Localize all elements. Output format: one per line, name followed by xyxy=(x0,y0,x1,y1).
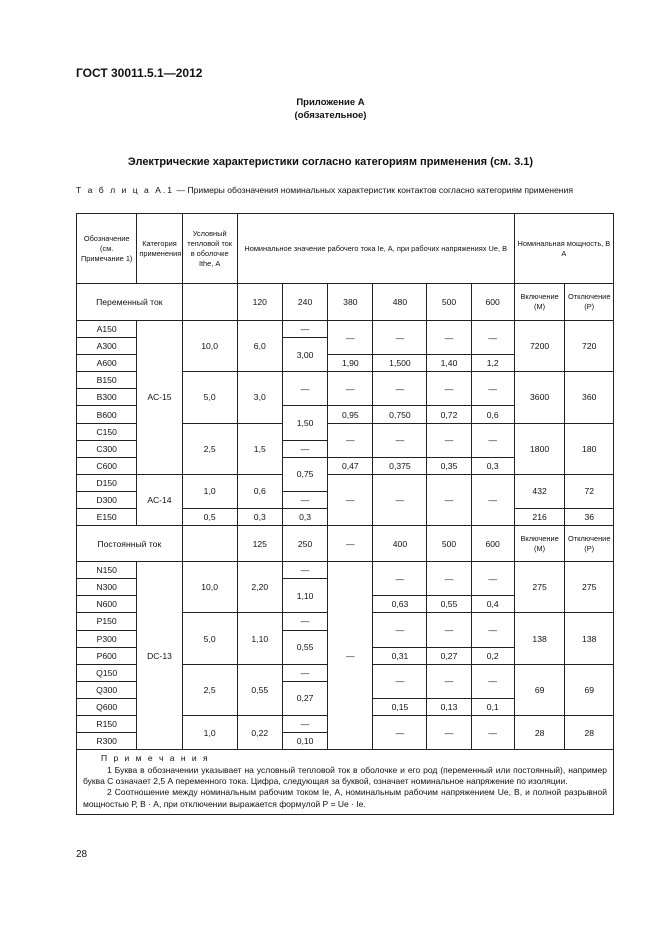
current-cell: 6,0 xyxy=(237,321,282,372)
designation-cell: N600 xyxy=(77,596,137,613)
current-cell: — xyxy=(471,613,514,647)
ac-voltage: 240 xyxy=(282,284,327,321)
current-cell: 0,1 xyxy=(471,698,514,715)
ac-label: Переменный ток xyxy=(77,284,183,321)
note-2: 2 Соотношение между номинальным рабочим током Ie, А, номинальным рабочим напряжением Ue, В, и полной разрывной мощностью Р, В · А, при отключении выражается формулой Р = Ue · Ie. xyxy=(83,787,607,809)
current-cell: — xyxy=(328,562,373,750)
header-rated-power: Номинальная мощность, В А xyxy=(514,214,613,284)
designation-cell: Q300 xyxy=(77,681,137,698)
designation-cell: R300 xyxy=(77,733,137,750)
current-cell: — xyxy=(373,664,427,698)
break-cell: 69 xyxy=(565,664,614,715)
current-cell: 0,13 xyxy=(427,698,471,715)
thermal-current-cell: 0,5 xyxy=(182,509,237,526)
make-header: Включение (М) xyxy=(514,526,565,562)
current-cell: — xyxy=(427,613,471,647)
make-cell: 216 xyxy=(514,509,565,526)
blank-cell xyxy=(182,526,237,562)
current-cell: — xyxy=(427,562,471,596)
table-caption xyxy=(76,184,614,197)
thermal-current-cell: 10,0 xyxy=(182,321,237,372)
break-cell: 72 xyxy=(565,474,614,508)
make-cell: 432 xyxy=(514,474,565,508)
ac-voltage: 380 xyxy=(328,284,373,321)
designation-cell: A600 xyxy=(77,355,137,372)
current-cell: — xyxy=(471,562,514,596)
make-cell: 28 xyxy=(514,715,565,749)
current-cell: 0,375 xyxy=(373,457,427,474)
current-cell: — xyxy=(471,474,514,525)
dc-voltage: 500 xyxy=(427,526,471,562)
current-cell: — xyxy=(282,562,327,579)
designation-cell: A300 xyxy=(77,338,137,355)
current-cell: — xyxy=(282,440,327,457)
category-cell: DC-13 xyxy=(137,562,182,750)
thermal-current-cell: 1,0 xyxy=(182,474,237,508)
current-cell: 1,90 xyxy=(328,355,373,372)
designation-cell: E150 xyxy=(77,509,137,526)
current-cell: — xyxy=(282,613,327,630)
current-cell: — xyxy=(328,423,373,457)
current-cell: — xyxy=(427,715,471,749)
ac-voltage: 600 xyxy=(471,284,514,321)
current-cell: 1,10 xyxy=(237,613,282,664)
current-cell: — xyxy=(328,321,373,355)
break-cell: 36 xyxy=(565,509,614,526)
break-header: Отключение (Р) xyxy=(565,284,614,321)
current-cell: — xyxy=(471,715,514,749)
header-category: Категория применения xyxy=(137,214,182,284)
designation-cell: A150 xyxy=(77,321,137,338)
current-cell: 0,55 xyxy=(282,630,327,664)
current-cell: 0,15 xyxy=(373,698,427,715)
current-cell: 1,50 xyxy=(282,406,327,440)
ac-voltage: 500 xyxy=(427,284,471,321)
current-cell: 0,35 xyxy=(427,457,471,474)
table-caption-text: — Примеры обозначения номинальных характеристик контактов согласно категориям применения xyxy=(174,185,573,195)
current-cell: 0,95 xyxy=(328,406,373,423)
ac-voltage: 120 xyxy=(237,284,282,321)
current-cell: 0,3 xyxy=(237,509,282,526)
dc-header-row xyxy=(77,526,614,562)
current-cell: 0,31 xyxy=(373,647,427,664)
break-cell: 720 xyxy=(565,321,614,372)
section-heading: Электрические характеристики согласно категориям применения (см. 3.1) xyxy=(127,156,534,168)
table-row xyxy=(77,562,614,579)
characteristics-table xyxy=(76,213,614,815)
designation-cell: Q150 xyxy=(77,664,137,681)
dc-voltage: 400 xyxy=(373,526,427,562)
header-thermal-current: Условный тепловой ток в оболочке Ithe, А xyxy=(182,214,237,284)
current-cell: — xyxy=(373,562,427,596)
break-cell: 360 xyxy=(565,372,614,423)
current-cell: — xyxy=(282,321,327,338)
current-cell: 0,47 xyxy=(328,457,373,474)
break-cell: 275 xyxy=(565,562,614,613)
note-1: 1 Буква в обозначении указывает на условный тепловой ток в оболочке и его род (переменный или постоянный), например буква С означает 2,5 А переменного тока. Цифра, следующая за буквой, означает номинальное напряжение по изоляции. xyxy=(83,764,607,786)
current-cell: 1,10 xyxy=(282,579,327,613)
current-cell: — xyxy=(282,715,327,732)
current-cell: — xyxy=(471,664,514,698)
current-cell: 0,3 xyxy=(282,509,327,526)
appendix-title: Приложение А xyxy=(296,97,365,108)
current-cell: 0,10 xyxy=(282,733,327,750)
table-caption-label: Т а б л и ц а А.1 xyxy=(76,185,175,195)
break-header: Отключение (Р) xyxy=(565,526,614,562)
dc-voltage: 250 xyxy=(282,526,327,562)
designation-cell: P150 xyxy=(77,613,137,630)
break-cell: 138 xyxy=(565,613,614,664)
designation-cell: C150 xyxy=(77,423,137,440)
designation-cell: B600 xyxy=(77,406,137,423)
current-cell: — xyxy=(282,372,327,406)
current-cell: — xyxy=(373,321,427,355)
make-cell: 7200 xyxy=(514,321,565,372)
current-cell: 0,63 xyxy=(373,596,427,613)
designation-cell: B300 xyxy=(77,389,137,406)
page-number: 28 xyxy=(76,849,88,860)
header-row xyxy=(77,214,614,284)
current-cell: 0,55 xyxy=(237,664,282,715)
ac-header-row xyxy=(77,284,614,321)
make-cell: 1800 xyxy=(514,423,565,474)
current-cell: — xyxy=(328,372,373,406)
thermal-current-cell: 5,0 xyxy=(182,613,237,664)
current-cell: 2,20 xyxy=(237,562,282,613)
make-cell: 275 xyxy=(514,562,565,613)
current-cell: — xyxy=(373,474,427,525)
table-row xyxy=(77,474,614,491)
current-cell: 1,500 xyxy=(373,355,427,372)
make-header: Включение (М) xyxy=(514,284,565,321)
designation-cell: N300 xyxy=(77,579,137,596)
header-rated-current: Номинальное значение рабочего тока Ie, А, при рабочих напряжениях Ue, В xyxy=(237,214,514,284)
notes-cell xyxy=(77,750,614,815)
current-cell: — xyxy=(471,372,514,406)
designation-cell: P300 xyxy=(77,630,137,647)
current-cell: 1,2 xyxy=(471,355,514,372)
current-cell: — xyxy=(427,474,471,525)
thermal-current-cell: 10,0 xyxy=(182,562,237,613)
current-cell: — xyxy=(282,664,327,681)
dc-voltage: — xyxy=(328,526,373,562)
current-cell: 1,5 xyxy=(237,423,282,474)
notes-row xyxy=(77,750,614,815)
designation-cell: D150 xyxy=(77,474,137,491)
designation-cell: P600 xyxy=(77,647,137,664)
designation-cell: B150 xyxy=(77,372,137,389)
current-cell: — xyxy=(373,715,427,749)
current-cell: — xyxy=(427,321,471,355)
current-cell: — xyxy=(427,372,471,406)
current-cell: 0,72 xyxy=(427,406,471,423)
current-cell: — xyxy=(373,423,427,457)
dc-label: Постоянный ток xyxy=(77,526,183,562)
current-cell: 0,4 xyxy=(471,596,514,613)
current-cell: 3,00 xyxy=(282,338,327,372)
blank-cell xyxy=(182,284,237,321)
ac-voltage: 480 xyxy=(373,284,427,321)
designation-cell: N150 xyxy=(77,562,137,579)
current-cell: 0,27 xyxy=(427,647,471,664)
current-cell: — xyxy=(282,491,327,508)
designation-cell: D300 xyxy=(77,491,137,508)
thermal-current-cell: 2,5 xyxy=(182,423,237,474)
current-cell: 0,750 xyxy=(373,406,427,423)
current-cell: — xyxy=(373,613,427,647)
current-cell: — xyxy=(373,372,427,406)
current-cell: 1,40 xyxy=(427,355,471,372)
thermal-current-cell: 1,0 xyxy=(182,715,237,749)
category-cell: АС-15 xyxy=(137,321,182,475)
current-cell: 0,2 xyxy=(471,647,514,664)
standard-header: ГОСТ 30011.5.1—2012 xyxy=(76,66,203,80)
designation-cell: C300 xyxy=(77,440,137,457)
break-cell: 28 xyxy=(565,715,614,749)
current-cell: 0,6 xyxy=(471,406,514,423)
appendix-kind: (обязательное) xyxy=(294,110,367,121)
current-cell: 0,22 xyxy=(237,715,282,749)
current-cell: 0,6 xyxy=(237,474,282,508)
notes-title: П р и м е ч а н и я xyxy=(101,753,210,764)
break-cell: 180 xyxy=(565,423,614,474)
current-cell: — xyxy=(471,321,514,355)
dc-voltage: 125 xyxy=(237,526,282,562)
current-cell: 3,0 xyxy=(237,372,282,423)
category-cell: АС-14 xyxy=(137,474,182,525)
current-cell: — xyxy=(427,423,471,457)
current-cell: 0,3 xyxy=(471,457,514,474)
dc-voltage: 600 xyxy=(471,526,514,562)
current-cell: 0,75 xyxy=(282,457,327,491)
make-cell: 3600 xyxy=(514,372,565,423)
current-cell: — xyxy=(328,474,373,525)
make-cell: 69 xyxy=(514,664,565,715)
table-row xyxy=(77,321,614,338)
current-cell: 0,27 xyxy=(282,681,327,715)
designation-cell: R150 xyxy=(77,715,137,732)
make-cell: 138 xyxy=(514,613,565,664)
thermal-current-cell: 2,5 xyxy=(182,664,237,715)
current-cell: — xyxy=(471,423,514,457)
thermal-current-cell: 5,0 xyxy=(182,372,237,423)
designation-cell: Q600 xyxy=(77,698,137,715)
header-designation: Обозначение (см. Примечание 1) xyxy=(77,214,137,284)
current-cell: — xyxy=(427,664,471,698)
designation-cell: C600 xyxy=(77,457,137,474)
current-cell: 0,55 xyxy=(427,596,471,613)
